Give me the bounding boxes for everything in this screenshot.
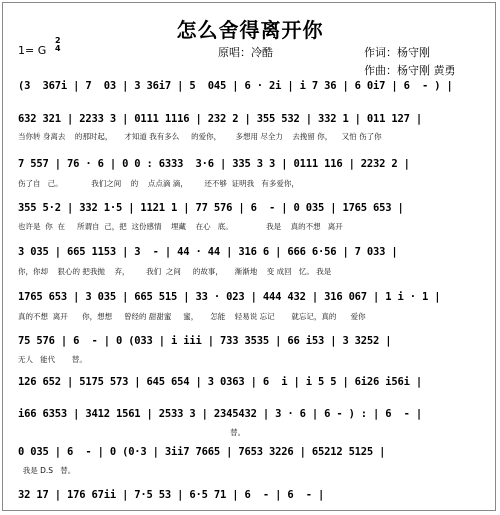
notation-row: 0 035 | 6 - | 0 (0·3 | 3ii7 7665 | 7653 3226 | 65212 5125 | (18, 446, 386, 458)
time-signature-top: 2 (55, 36, 61, 45)
key-signature: 1= G (18, 44, 47, 57)
lyrics-row: 当你转 身离去 的那时起， 才知道 我有多么 的爱你， 多想用 尽全力 去挽留 你， 又怕 伤了你 (18, 132, 382, 141)
lyrics-row: 我是 D.S 替。 (18, 466, 76, 475)
notation-row: 632 321 | 2233 3 | 0111 1116 | 232 2 | 355 532 | 332 1 | 011 127 | (18, 113, 423, 125)
lyrics-row: 无人 能代 替。 (18, 355, 87, 364)
notation-row: (3 367i | 7 03 | 3 36i7 | 5 045 | 6 · 2i | i 7 36 | 6 0i7 | 6 - ) | (18, 80, 453, 92)
lyrics-row: 替。 (18, 428, 246, 437)
original-singer: 原唱：冷酷 (218, 46, 273, 59)
notation-row: 75 576 | 6 - | 0 (033 | i iii | 733 3535 | 66 i53 | 3 3252 | (18, 335, 392, 347)
notation-row: 32 17 | 176 67ii | 7·5 53 | 6·5 71 | 6 - | 6 - | (18, 489, 325, 501)
notation-row: 7 557 | 76 · 6 | 0 0 : 6333 3·6 | 335 3 3 | 0111 116 | 2232 2 | (18, 158, 410, 170)
notation-row: 126 652 | 5175 573 | 645 654 | 3 0363 | 6 i | i 5 5 | 6i26 i56i | (18, 376, 423, 388)
lyrics-row: 真的不想 离开 你，想想 曾经的 甜甜蜜 蜜， 怎能 轻易说 忘记 就忘记，真的 爱你 (18, 312, 366, 321)
composer: 作曲：杨守刚 黄勇 (364, 64, 456, 77)
lyricist: 作词：杨守刚 (364, 46, 430, 59)
notation-row: 1765 653 | 3 035 | 665 515 | 33 · 023 | 444 432 | 316 067 | 1 i · 1 | (18, 291, 441, 303)
time-signature (55, 37, 61, 53)
notation-row: 3 035 | 665 1153 | 3 - | 44 · 44 | 316 6 | 666 6·56 | 7 033 | (18, 246, 398, 258)
lyrics-row: 伤了自 己。 我们之间 的 点点滴 滴， 还不够 证明我 有多爱你， (18, 179, 299, 188)
notation-row: 355 5·2 | 332 1·5 | 1121 1 | 77 576 | 6 - | 0 035 | 1765 653 | (18, 202, 404, 214)
time-signature-bottom: 4 (55, 44, 61, 53)
lyrics-row: 也许是 你 在 所谓自 己，把 这份感情 埋藏 在心 底。 我是 真的不想 离开 (18, 222, 343, 231)
song-title: 怎么舍得离开你 (176, 18, 324, 42)
notation-row: i66 6353 | 3412 1561 | 2533 3 | 2345432 | 3 · 6 | 6 - ) : | 6 - | (18, 408, 423, 420)
lyrics-row: 你，你却 狠心的 把我抛 弃， 我们 之间 的故事， 渐渐地 变 成回 忆。 我是 (18, 267, 332, 276)
